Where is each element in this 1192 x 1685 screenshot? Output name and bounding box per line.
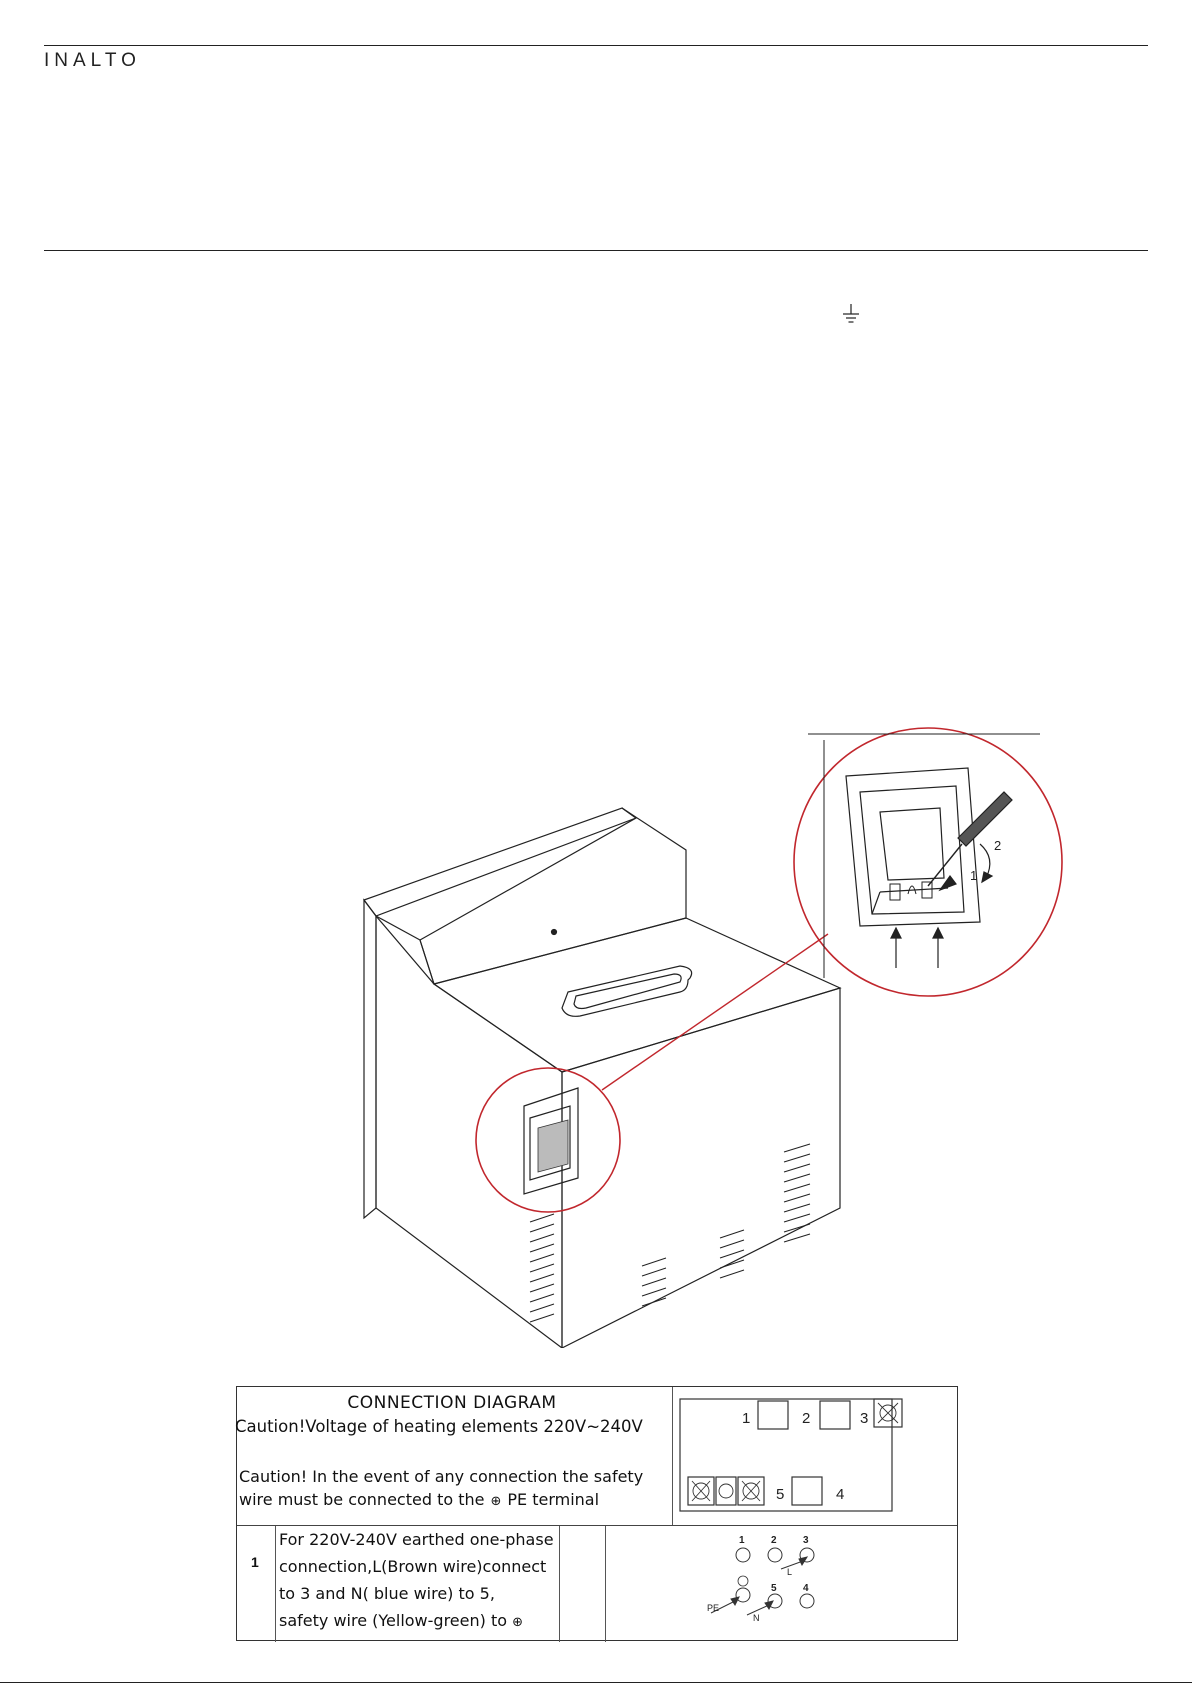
wiring-label: 3 xyxy=(803,1535,809,1546)
diagram-title: CONNECTION DIAGRAM xyxy=(347,1393,557,1413)
wiring-label: 2 xyxy=(771,1535,777,1546)
header-top-rule xyxy=(44,45,1148,46)
wiring-schematic xyxy=(707,1529,907,1642)
terminal-label: 4 xyxy=(836,1486,845,1503)
connection-diagram xyxy=(236,1386,958,1641)
wiring-label: 1 xyxy=(739,1535,745,1546)
earth-terminal-icon: ⊕ xyxy=(512,1615,524,1630)
terminal-label: 5 xyxy=(776,1486,785,1503)
wire-label-pe: PE xyxy=(707,1603,720,1613)
wiring-label: 5 xyxy=(771,1583,777,1594)
earth-terminal-icon: ⊕ xyxy=(490,1494,502,1509)
brand-logo: INALTO xyxy=(44,50,141,71)
wire-label-l: L xyxy=(787,1567,793,1577)
terminal-label: 2 xyxy=(802,1410,811,1427)
step-label-2: 2 xyxy=(994,838,1002,853)
oven-illustration xyxy=(340,708,1080,1353)
connection-instructions: For 220V-240V earthed one-phase connection,L(Brown wire)connect to 3 and N( blue wire) to 5, safety wire (Yellow-green) to ⊕ xyxy=(279,1530,554,1630)
voltage-caution: Caution!Voltage of heating elements 220V~240V xyxy=(235,1417,643,1436)
terminal-label: 3 xyxy=(860,1410,869,1427)
header-bottom-rule xyxy=(44,250,1148,251)
divider xyxy=(672,1387,673,1525)
wire-label-n: N xyxy=(753,1613,760,1623)
terminal-block xyxy=(674,1393,950,1517)
earth-ground-icon xyxy=(842,304,860,331)
wiring-label: 4 xyxy=(803,1583,809,1594)
terminal-label: 1 xyxy=(742,1410,751,1427)
page-bottom-rule xyxy=(0,1682,1192,1683)
divider xyxy=(275,1525,276,1642)
divider xyxy=(605,1525,606,1642)
step-label-1: 1 xyxy=(970,868,978,883)
safety-caution: Caution! In the event of any connection the safety wire must be connected to the ⊕ PE terminal xyxy=(239,1467,644,1509)
row-number: 1 xyxy=(251,1554,259,1570)
